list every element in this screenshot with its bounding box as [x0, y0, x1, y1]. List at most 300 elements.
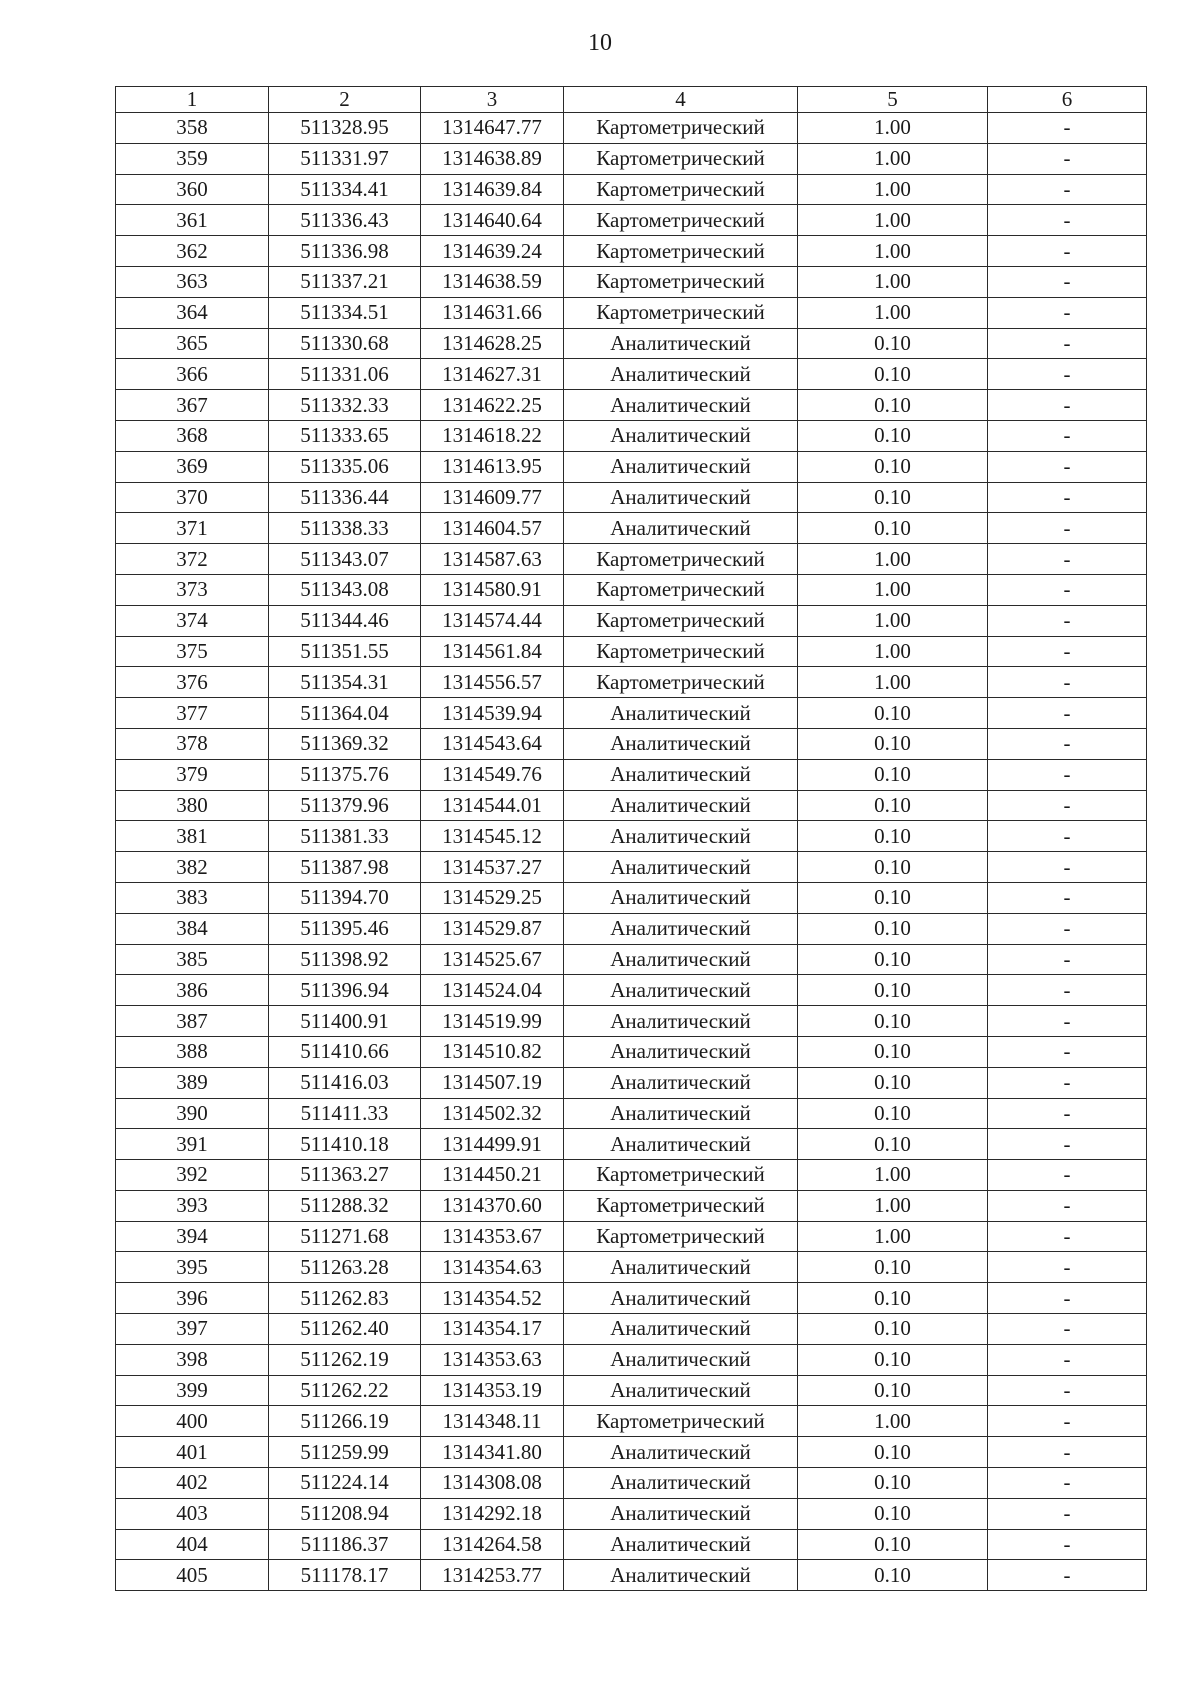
table-cell: Картометрический — [564, 544, 798, 575]
table-cell: Аналитический — [564, 728, 798, 759]
table-cell: Картометрический — [564, 667, 798, 698]
table-row — [116, 698, 1147, 729]
table-cell: 511262.22 — [269, 1375, 421, 1406]
table-cell: 1314613.95 — [421, 451, 564, 482]
table-cell: 511331.97 — [269, 143, 421, 174]
table-row — [116, 605, 1147, 636]
table-cell: 511343.07 — [269, 544, 421, 575]
table-row — [116, 143, 1147, 174]
table-row — [116, 1252, 1147, 1283]
table-cell: Аналитический — [564, 1129, 798, 1160]
table-cell: 1314537.27 — [421, 852, 564, 883]
table-cell: 1314627.31 — [421, 359, 564, 390]
table-cell: Аналитический — [564, 1437, 798, 1468]
table-cell: Аналитический — [564, 482, 798, 513]
table-cell: - — [988, 790, 1147, 821]
table-cell: 400 — [116, 1406, 269, 1437]
table-row — [116, 852, 1147, 883]
table-cell: - — [988, 728, 1147, 759]
table-cell: 1314519.99 — [421, 1006, 564, 1037]
table-cell: 1314507.19 — [421, 1067, 564, 1098]
table-row — [116, 636, 1147, 667]
table-cell: Картометрический — [564, 205, 798, 236]
table-cell: 1314544.01 — [421, 790, 564, 821]
table-cell: 511354.31 — [269, 667, 421, 698]
table-cell: - — [988, 852, 1147, 883]
table-cell: 399 — [116, 1375, 269, 1406]
table-cell: 511338.33 — [269, 513, 421, 544]
table-cell: 0.10 — [798, 482, 988, 513]
table-cell: 1314353.63 — [421, 1344, 564, 1375]
table-cell: Аналитический — [564, 821, 798, 852]
table-cell: - — [988, 297, 1147, 328]
table-cell: 511332.33 — [269, 390, 421, 421]
table-cell: 382 — [116, 852, 269, 883]
table-cell: 383 — [116, 882, 269, 913]
table-cell: 1314639.24 — [421, 236, 564, 267]
table-cell: 377 — [116, 698, 269, 729]
table-row — [116, 513, 1147, 544]
table-cell: 1314502.32 — [421, 1098, 564, 1129]
table-cell: 1.00 — [798, 205, 988, 236]
table-cell: Аналитический — [564, 1252, 798, 1283]
table-cell: Картометрический — [564, 1190, 798, 1221]
table-cell: 0.10 — [798, 1129, 988, 1160]
table-cell: 365 — [116, 328, 269, 359]
table-cell: 368 — [116, 420, 269, 451]
table-cell: 0.10 — [798, 882, 988, 913]
table-cell: 1314370.60 — [421, 1190, 564, 1221]
table-cell: - — [988, 605, 1147, 636]
table-row — [116, 574, 1147, 605]
table-cell: 1.00 — [798, 236, 988, 267]
table-cell: - — [988, 944, 1147, 975]
table-row — [116, 1129, 1147, 1160]
table-cell: 1314525.67 — [421, 944, 564, 975]
table-cell: - — [988, 1067, 1147, 1098]
page-number: 10 — [588, 30, 612, 56]
table-cell: Картометрический — [564, 174, 798, 205]
table-cell: 511330.68 — [269, 328, 421, 359]
table-row — [116, 390, 1147, 421]
table-cell: 511387.98 — [269, 852, 421, 883]
table-cell: Аналитический — [564, 1344, 798, 1375]
table-cell: 511271.68 — [269, 1221, 421, 1252]
table-cell: - — [988, 667, 1147, 698]
table-row — [116, 266, 1147, 297]
table-cell: 359 — [116, 143, 269, 174]
table-cell: 375 — [116, 636, 269, 667]
table-cell: - — [988, 1468, 1147, 1499]
table-cell: Аналитический — [564, 975, 798, 1006]
table-cell: 0.10 — [798, 420, 988, 451]
table-cell: 511259.99 — [269, 1437, 421, 1468]
table-cell: 1314604.57 — [421, 513, 564, 544]
table-cell: 511266.19 — [269, 1406, 421, 1437]
table-cell: 364 — [116, 297, 269, 328]
table-cell: 511262.19 — [269, 1344, 421, 1375]
table-cell: Аналитический — [564, 513, 798, 544]
table-cell: 511343.08 — [269, 574, 421, 605]
table-cell: 1314556.57 — [421, 667, 564, 698]
header-cell: 3 — [421, 87, 564, 113]
table-cell: Аналитический — [564, 1468, 798, 1499]
table-cell: Аналитический — [564, 1036, 798, 1067]
table-cell: - — [988, 1344, 1147, 1375]
header-cell: 6 — [988, 87, 1147, 113]
table-cell: 1.00 — [798, 544, 988, 575]
table-cell: - — [988, 236, 1147, 267]
table-row — [116, 821, 1147, 852]
table-cell: Аналитический — [564, 1314, 798, 1345]
table-row — [116, 1314, 1147, 1345]
table-row — [116, 174, 1147, 205]
table-cell: 511363.27 — [269, 1160, 421, 1191]
table-cell: 373 — [116, 574, 269, 605]
table-cell: 1314587.63 — [421, 544, 564, 575]
table-row — [116, 1406, 1147, 1437]
table-cell: 511379.96 — [269, 790, 421, 821]
table-cell: Картометрический — [564, 1160, 798, 1191]
table-body — [116, 113, 1147, 1591]
table-cell: - — [988, 1560, 1147, 1591]
table-row — [116, 1098, 1147, 1129]
table-cell: 371 — [116, 513, 269, 544]
table-cell: 1314622.25 — [421, 390, 564, 421]
table-cell: Картометрический — [564, 297, 798, 328]
table-cell: - — [988, 882, 1147, 913]
table-row — [116, 667, 1147, 698]
table-cell: 511375.76 — [269, 759, 421, 790]
table-cell: Аналитический — [564, 944, 798, 975]
table-cell: Аналитический — [564, 1529, 798, 1560]
table-cell: 1314638.59 — [421, 266, 564, 297]
table-cell: - — [988, 113, 1147, 144]
table-cell: Аналитический — [564, 328, 798, 359]
table-cell: 1314631.66 — [421, 297, 564, 328]
table-row — [116, 1375, 1147, 1406]
table-cell: 1314529.25 — [421, 882, 564, 913]
table-cell: 0.10 — [798, 328, 988, 359]
table-cell: 511186.37 — [269, 1529, 421, 1560]
table-cell: - — [988, 328, 1147, 359]
table-cell: 0.10 — [798, 852, 988, 883]
table-cell: Аналитический — [564, 1560, 798, 1591]
table-cell: 1.00 — [798, 266, 988, 297]
table-row — [116, 113, 1147, 144]
table-cell: - — [988, 205, 1147, 236]
table-cell: Аналитический — [564, 1283, 798, 1314]
table-cell: 367 — [116, 390, 269, 421]
table-cell: 381 — [116, 821, 269, 852]
table-cell: 0.10 — [798, 1283, 988, 1314]
table-cell: 511416.03 — [269, 1067, 421, 1098]
table-cell: - — [988, 451, 1147, 482]
table-row — [116, 1344, 1147, 1375]
table-cell: 0.10 — [798, 1498, 988, 1529]
table-cell: 361 — [116, 205, 269, 236]
table-row — [116, 728, 1147, 759]
table-cell: 511410.66 — [269, 1036, 421, 1067]
table-cell: Аналитический — [564, 882, 798, 913]
table-cell: 511333.65 — [269, 420, 421, 451]
table-cell: - — [988, 1098, 1147, 1129]
header-cell: 4 — [564, 87, 798, 113]
table-cell: Картометрический — [564, 266, 798, 297]
table-cell: 1.00 — [798, 605, 988, 636]
table-cell: 1314354.17 — [421, 1314, 564, 1345]
table-cell: - — [988, 390, 1147, 421]
table-cell: - — [988, 1283, 1147, 1314]
table-cell: - — [988, 420, 1147, 451]
table-cell: - — [988, 1498, 1147, 1529]
table-cell: - — [988, 174, 1147, 205]
table-row — [116, 482, 1147, 513]
table-cell: 394 — [116, 1221, 269, 1252]
table-cell: 511336.43 — [269, 205, 421, 236]
table-cell: 1314574.44 — [421, 605, 564, 636]
table-row — [116, 205, 1147, 236]
table-cell: Аналитический — [564, 698, 798, 729]
table-cell: 511262.40 — [269, 1314, 421, 1345]
table-row — [116, 1283, 1147, 1314]
table-cell: 0.10 — [798, 513, 988, 544]
table-cell: 1314499.91 — [421, 1129, 564, 1160]
table-cell: 1314354.52 — [421, 1283, 564, 1314]
table-cell: 376 — [116, 667, 269, 698]
table-cell: - — [988, 698, 1147, 729]
table-cell: 366 — [116, 359, 269, 390]
table-cell: - — [988, 975, 1147, 1006]
table-cell: 1314341.80 — [421, 1437, 564, 1468]
table-cell: 358 — [116, 113, 269, 144]
table-cell: 511263.28 — [269, 1252, 421, 1283]
table-cell: 1314253.77 — [421, 1560, 564, 1591]
table-row — [116, 420, 1147, 451]
table-cell: 378 — [116, 728, 269, 759]
table-cell: Аналитический — [564, 1098, 798, 1129]
table-cell: 360 — [116, 174, 269, 205]
table-cell: 384 — [116, 913, 269, 944]
table-cell: 0.10 — [798, 698, 988, 729]
table-cell: 1314450.21 — [421, 1160, 564, 1191]
table-cell: 397 — [116, 1314, 269, 1345]
table-cell: 511395.46 — [269, 913, 421, 944]
table-cell: - — [988, 1129, 1147, 1160]
table-row — [116, 544, 1147, 575]
table-cell: Аналитический — [564, 359, 798, 390]
table-cell: Аналитический — [564, 390, 798, 421]
table-cell: 511288.32 — [269, 1190, 421, 1221]
table-cell: 390 — [116, 1098, 269, 1129]
table-cell: 387 — [116, 1006, 269, 1037]
table-cell: Аналитический — [564, 1375, 798, 1406]
table-cell: Аналитический — [564, 790, 798, 821]
table-cell: 1.00 — [798, 1160, 988, 1191]
table-cell: 1314647.77 — [421, 113, 564, 144]
table-cell: - — [988, 636, 1147, 667]
table-cell: - — [988, 1252, 1147, 1283]
table-cell: 1314638.89 — [421, 143, 564, 174]
table-cell: 403 — [116, 1498, 269, 1529]
table-row — [116, 297, 1147, 328]
table-row — [116, 913, 1147, 944]
table-cell: 0.10 — [798, 790, 988, 821]
table-cell: 1.00 — [798, 636, 988, 667]
table-cell: 1314609.77 — [421, 482, 564, 513]
table-cell: 0.10 — [798, 390, 988, 421]
table-row — [116, 1190, 1147, 1221]
table-row — [116, 1006, 1147, 1037]
table-cell: 0.10 — [798, 451, 988, 482]
table-cell: 0.10 — [798, 1314, 988, 1345]
table-cell: 511351.55 — [269, 636, 421, 667]
table-cell: - — [988, 1036, 1147, 1067]
table-cell: 374 — [116, 605, 269, 636]
table-cell: 1.00 — [798, 113, 988, 144]
table-cell: - — [988, 266, 1147, 297]
table-cell: 0.10 — [798, 821, 988, 852]
table-row — [116, 1160, 1147, 1191]
table-cell: 386 — [116, 975, 269, 1006]
table-cell: 1.00 — [798, 143, 988, 174]
header-cell: 2 — [269, 87, 421, 113]
table-cell: 1314354.63 — [421, 1252, 564, 1283]
table-cell: 511331.06 — [269, 359, 421, 390]
table-cell: 1314353.19 — [421, 1375, 564, 1406]
table-cell: 511336.44 — [269, 482, 421, 513]
table-cell: 369 — [116, 451, 269, 482]
table-cell: 511344.46 — [269, 605, 421, 636]
table-cell: 1.00 — [798, 174, 988, 205]
table-cell: 511369.32 — [269, 728, 421, 759]
table-row — [116, 1067, 1147, 1098]
table-cell: 393 — [116, 1190, 269, 1221]
table-row — [116, 759, 1147, 790]
table-cell: 1314264.58 — [421, 1529, 564, 1560]
table-cell: - — [988, 759, 1147, 790]
table-cell: 0.10 — [798, 975, 988, 1006]
table-cell: 1314529.87 — [421, 913, 564, 944]
table-cell: 511334.41 — [269, 174, 421, 205]
table-cell: Картометрический — [564, 1406, 798, 1437]
table-cell: 0.10 — [798, 1036, 988, 1067]
table-cell: 0.10 — [798, 1468, 988, 1499]
table-cell: 1314292.18 — [421, 1498, 564, 1529]
table-cell: 1314353.67 — [421, 1221, 564, 1252]
table-cell: 511400.91 — [269, 1006, 421, 1037]
table-row — [116, 1529, 1147, 1560]
table-cell: Аналитический — [564, 1006, 798, 1037]
table-cell: 372 — [116, 544, 269, 575]
table-cell: 385 — [116, 944, 269, 975]
table-cell: - — [988, 1190, 1147, 1221]
table-cell: 511178.17 — [269, 1560, 421, 1591]
table-cell: 511337.21 — [269, 266, 421, 297]
table-cell: Аналитический — [564, 1498, 798, 1529]
table-cell: 511208.94 — [269, 1498, 421, 1529]
table-cell: 1314524.04 — [421, 975, 564, 1006]
table-cell: 0.10 — [798, 728, 988, 759]
table-cell: Аналитический — [564, 759, 798, 790]
table-cell: 405 — [116, 1560, 269, 1591]
table-cell: 511394.70 — [269, 882, 421, 913]
table-cell: 1314640.64 — [421, 205, 564, 236]
table-cell: 396 — [116, 1283, 269, 1314]
table-cell: Аналитический — [564, 852, 798, 883]
table-cell: 389 — [116, 1067, 269, 1098]
table-cell: 511398.92 — [269, 944, 421, 975]
table-cell: Картометрический — [564, 1221, 798, 1252]
table-cell: Аналитический — [564, 1067, 798, 1098]
table-cell: 380 — [116, 790, 269, 821]
table-cell: 1314549.76 — [421, 759, 564, 790]
table-cell: 1314539.94 — [421, 698, 564, 729]
table-cell: 511262.83 — [269, 1283, 421, 1314]
table-cell: 0.10 — [798, 1006, 988, 1037]
table-cell: - — [988, 1314, 1147, 1345]
table-cell: Аналитический — [564, 420, 798, 451]
coordinates-table — [115, 86, 1147, 1591]
table-cell: 0.10 — [798, 1375, 988, 1406]
table-cell: - — [988, 1375, 1147, 1406]
table-cell: Картометрический — [564, 605, 798, 636]
table-cell: 1314639.84 — [421, 174, 564, 205]
table-cell: 1314561.84 — [421, 636, 564, 667]
table-cell: - — [988, 1160, 1147, 1191]
table-cell: - — [988, 1006, 1147, 1037]
table-row — [116, 359, 1147, 390]
table-row — [116, 975, 1147, 1006]
table-cell: Картометрический — [564, 636, 798, 667]
table-cell: 1314348.11 — [421, 1406, 564, 1437]
table-cell: 511396.94 — [269, 975, 421, 1006]
table-cell: Аналитический — [564, 451, 798, 482]
table-cell: 0.10 — [798, 1252, 988, 1283]
table-row — [116, 236, 1147, 267]
table-cell: 0.10 — [798, 1560, 988, 1591]
table-cell: 511335.06 — [269, 451, 421, 482]
table-cell: - — [988, 359, 1147, 390]
table-header — [116, 87, 1147, 113]
table-cell: Картометрический — [564, 574, 798, 605]
table-cell: 511381.33 — [269, 821, 421, 852]
table-cell: 511328.95 — [269, 113, 421, 144]
table-cell: 1314543.64 — [421, 728, 564, 759]
table-cell: 362 — [116, 236, 269, 267]
table-cell: 0.10 — [798, 1529, 988, 1560]
table-row — [116, 944, 1147, 975]
table-cell: Картометрический — [564, 143, 798, 174]
table-cell: 0.10 — [798, 359, 988, 390]
table-cell: 392 — [116, 1160, 269, 1191]
table-cell: - — [988, 1529, 1147, 1560]
table-cell: 1314628.25 — [421, 328, 564, 359]
table-cell: 1314580.91 — [421, 574, 564, 605]
table-row — [116, 1468, 1147, 1499]
table-cell: - — [988, 143, 1147, 174]
table-cell: 379 — [116, 759, 269, 790]
table-cell: - — [988, 913, 1147, 944]
table-cell: 404 — [116, 1529, 269, 1560]
table-row — [116, 1036, 1147, 1067]
table-cell: - — [988, 821, 1147, 852]
table-cell: 1314308.08 — [421, 1468, 564, 1499]
table-cell: - — [988, 513, 1147, 544]
header-cell: 5 — [798, 87, 988, 113]
table-row — [116, 328, 1147, 359]
header-row — [116, 87, 1147, 113]
